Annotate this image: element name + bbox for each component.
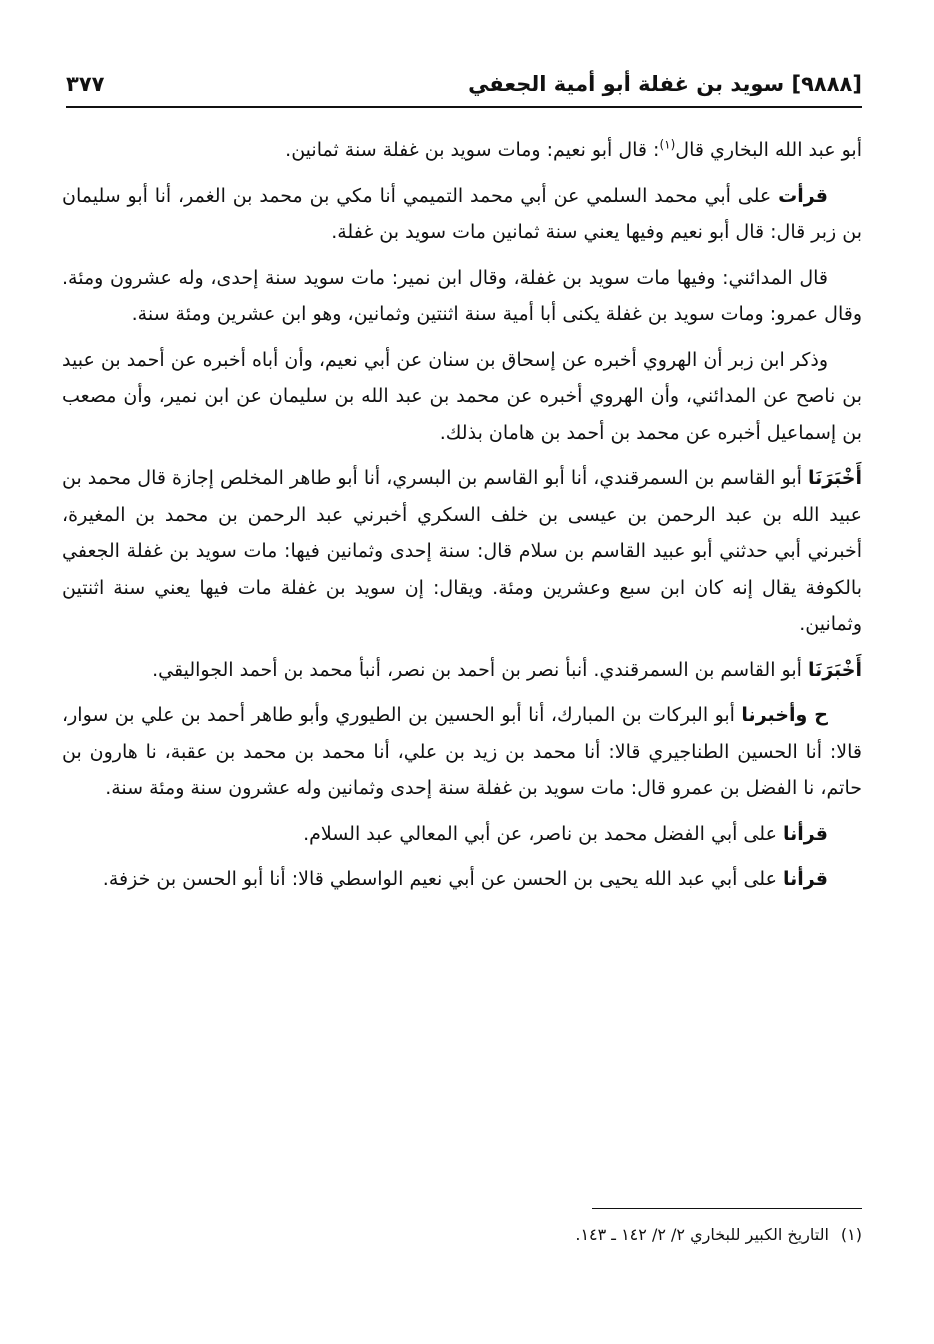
paragraph-lead-word: قرأت [778, 184, 828, 207]
header-rule [66, 106, 862, 108]
paragraph-text: على أبي محمد السلمي عن أبي محمد التميمي أنا مكي بن محمد بن الغمر، أنا أبو سليمان بن زبر قال: قال أبو نعيم وفيها يعني سنة ثمانين مات سويد بن غفلة. [62, 184, 862, 243]
footnote [72, 1222, 862, 1248]
paragraph-6 [62, 652, 862, 689]
paragraph-lead-word: أَخْبَرَنَا [807, 658, 862, 681]
footnote-marker: (١) [840, 1225, 862, 1244]
paragraph-text: وذكر ابن زبر أن الهروي أخبره عن إسحاق بن سنان عن أبي نعيم، وأن أباه أخبره عن أحمد بن عبيد بن ناصح عن المدائني، وأن الهروي أخبره عن محمد بن عبد الله بن سليمان عن ابن نمير، وأن مصعب بن إسماعيل أخبره عن محمد بن أحمد بن هامان بذلك. [62, 348, 862, 444]
paragraph-3 [62, 260, 862, 333]
running-title: [٩٨٨٨] سويد بن غفلة أبو أمية الجعفي [468, 72, 862, 96]
footnote-reference: (١) [659, 137, 676, 152]
paragraph-text: على أبي الفضل محمد بن ناصر، عن أبي المعالي عبد السلام. [303, 822, 783, 845]
paragraph-5 [62, 460, 862, 643]
paragraph-lead-word: ح وأخبرنا [741, 704, 829, 726]
paragraph-7 [62, 697, 862, 807]
footnote-rule [592, 1208, 862, 1209]
paragraph-9 [62, 861, 862, 898]
paragraph-text: : قال أبو نعيم: ومات سويد بن غفلة سنة ثمانين. [285, 139, 660, 161]
paragraph-2 [62, 178, 862, 251]
paragraph-text: أبو القاسم بن السمرقندي. أنبأ نصر بن أحمد بن نصر، أنبأ محمد بن أحمد الجواليقي. [152, 658, 808, 681]
paragraph-text: أبو القاسم بن السمرقندي، أنا أبو القاسم بن البسري، أنا أبو طاهر المخلص إجازة قال محمد بن عبيد الله بن عبد الرحمن بن عيسى بن خلف السكري أخبرني عبد الرحمن بن محمد بن المغيرة، أخبرني أبي حدثني أبو عبيد القاسم بن سلام قال: سنة إحدى وثمانين فيها: مات سويد بن غفلة الجعفي بالكوفة يقال إنه كان ابن سبع وعشرين ومئة. ويقال: إن سويد بن غفلة مات فيها يعني سنة اثنتين وثمانين. [62, 467, 862, 635]
paragraph-lead-word: قرأنا [782, 822, 828, 845]
footnote-text: التاريخ الكبير للبخاري ٢/ ٢/ ١٤٢ ـ ١٤٣. [575, 1225, 829, 1244]
main-text [62, 132, 862, 907]
paragraph-1 [62, 132, 862, 169]
paragraph-text: أبو عبد الله البخاري قال [675, 139, 862, 161]
paragraph-text: أبو البركات بن المبارك، أنا أبو الحسين بن الطيوري وأبو طاهر أحمد بن علي بن سوار، قالا: أنا الحسين الطناجيري قالا: أنا محمد بن زيد بن علي، أنا محمد بن محمد بن عقبة، نا هارون بن حاتم، نا الفضل بن عمرو قال: مات سويد بن غفلة سنة إحدى وثمانين وله عشرون سنة ومئة سنة. [62, 704, 862, 799]
paragraph-lead-word: قرأنا [782, 868, 828, 890]
paragraph-8 [62, 816, 862, 853]
paragraph-lead-word: أَخْبَرَنَا [807, 467, 862, 489]
paragraph-text: قال المدائني: وفيها مات سويد بن غفلة، وقال ابن نمير: مات سويد سنة إحدى، وله عشرون ومئة. وقال عمرو: ومات سويد بن غفلة يكنى أبا أمية سنة اثنتين وثمانين، وهو ابن عشرين ومئة سنة. [62, 266, 862, 325]
paragraph-4 [62, 342, 862, 452]
page-header [66, 68, 862, 108]
page-number: ٣٧٧ [66, 72, 105, 96]
paragraph-text: على أبي عبد الله يحيى بن الحسن عن أبي نعيم الواسطي قالا: أنا أبو الحسن بن خزفة. [102, 868, 783, 890]
